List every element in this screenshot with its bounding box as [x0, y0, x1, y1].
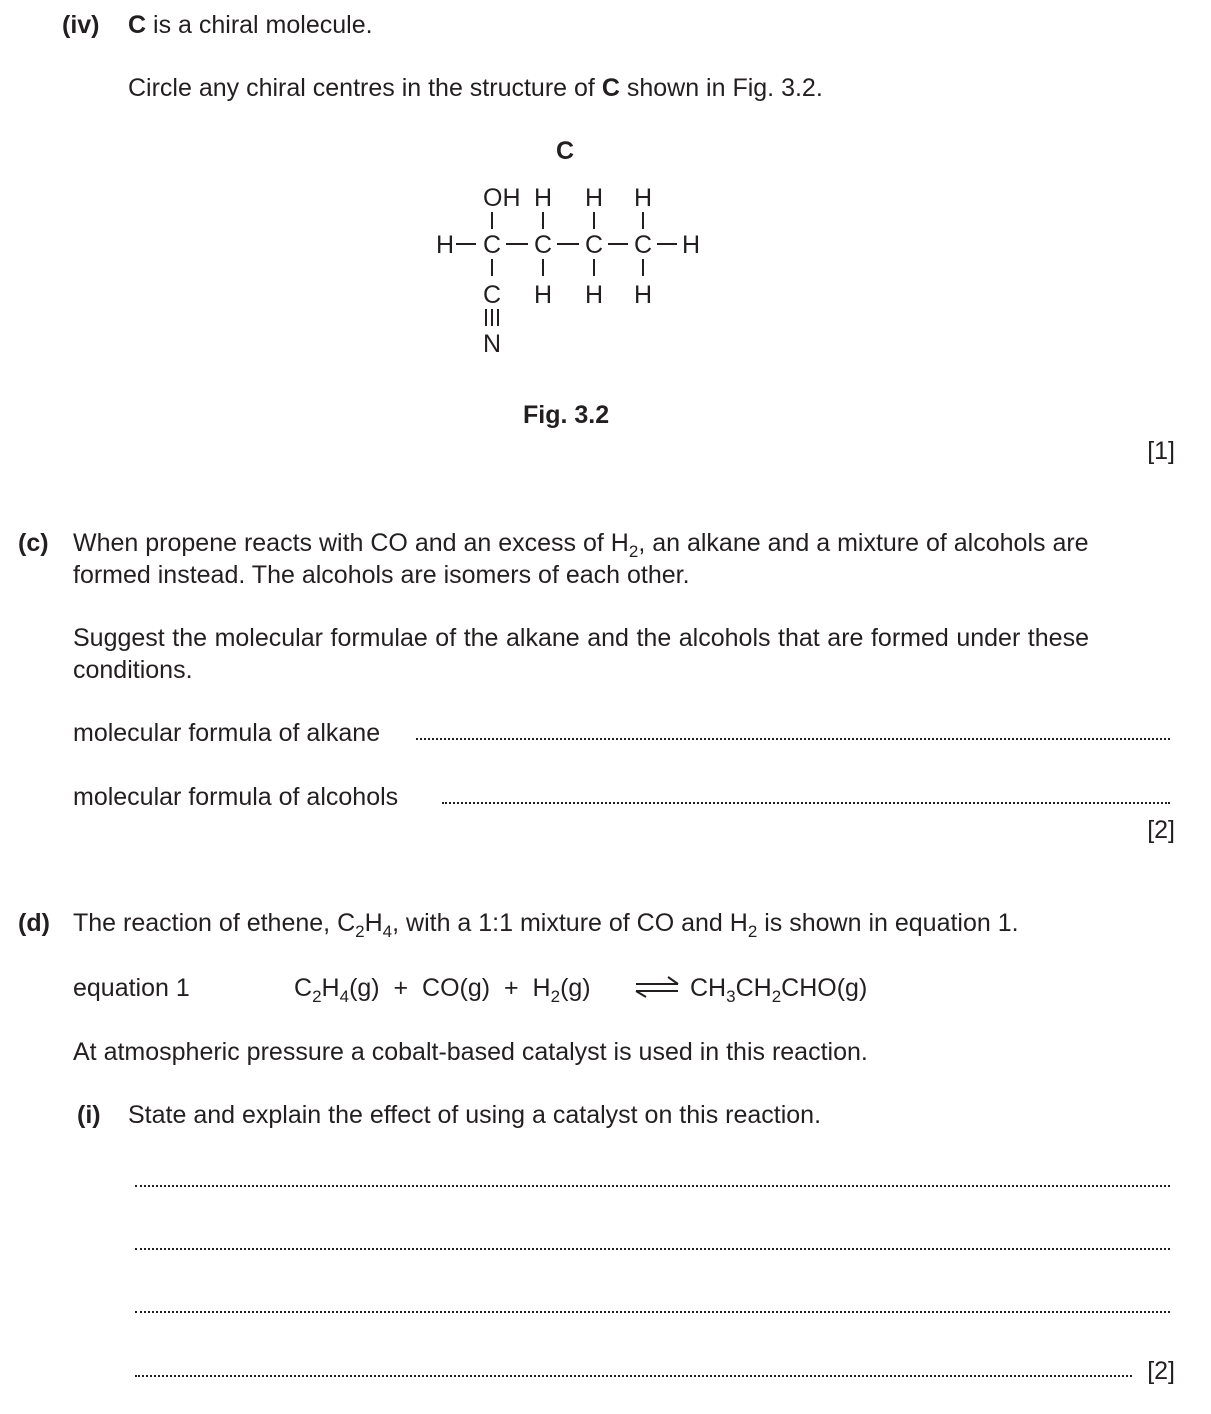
question-d-intro: The reaction of ethene, $C_2H_4$, with a 1:1 mixture of CO and $H_2$ is shown in equation 1.	[73, 909, 1019, 941]
atom-c[interactable]: C	[534, 231, 553, 259]
statement-iv	[128, 10, 373, 41]
instruction-post: shown in Fig. 3.2.	[626, 74, 823, 102]
atom-h: H	[634, 184, 653, 212]
atom-oh: OH	[483, 184, 521, 212]
answer-line-2[interactable]	[135, 1248, 1170, 1250]
atom-c[interactable]: C	[483, 231, 502, 259]
figure-caption: Fig. 3.2	[523, 401, 610, 429]
question-c-line2: formed instead. The alcohols are isomers of each other.	[73, 561, 690, 589]
atom-n: N	[483, 330, 502, 358]
question-c-line3: Suggest the molecular formulae of the alkane and the alcohols that are formed under these	[73, 624, 1089, 652]
answer-line-1[interactable]	[135, 1185, 1170, 1187]
atom-c[interactable]: C	[483, 281, 502, 309]
alcohols-answer-label: molecular formula of alcohols	[73, 783, 399, 811]
question-d-label: (d)	[18, 909, 50, 937]
instruction-bold: C	[601, 74, 620, 102]
atom-h: H	[682, 231, 701, 259]
atom-h: H	[436, 231, 455, 259]
marks-d-i: [2]	[1147, 1357, 1175, 1385]
question-label: (iv)	[62, 11, 100, 39]
equilibrium-arrow-icon	[634, 976, 680, 998]
equation-reactants: $C_2H_4(g) + CO(g) + H_2(g)$	[294, 974, 591, 1006]
question-c-line4: conditions.	[73, 656, 193, 684]
statement-text: is a chiral molecule.	[153, 11, 373, 39]
question-iv	[62, 10, 100, 41]
answer-line-4[interactable]	[135, 1375, 1132, 1377]
molecule-c-bold: C	[128, 11, 147, 39]
atom-h: H	[585, 281, 604, 309]
instruction-pre: Circle any chiral centres in the structure of	[128, 74, 595, 102]
catalyst-sentence: At atmospheric pressure a cobalt-based catalyst is used in this reaction.	[73, 1038, 868, 1066]
marks-iv: [1]	[1147, 437, 1175, 465]
marks-c: [2]	[1147, 816, 1175, 844]
question-c-label: (c)	[18, 529, 49, 557]
atom-c[interactable]: C	[585, 231, 604, 259]
equation-label: equation 1	[73, 974, 190, 1002]
atom-c[interactable]: C	[634, 231, 653, 259]
question-d-i-label: (i)	[77, 1101, 101, 1129]
atom-h: H	[534, 281, 553, 309]
alcohols-answer-line[interactable]	[442, 802, 1170, 804]
atom-h: H	[534, 184, 553, 212]
answer-line-3[interactable]	[135, 1311, 1170, 1313]
equation-product: $CH_3CH_2CHO(g)$	[690, 974, 868, 1006]
instruction-iv	[128, 73, 823, 104]
atom-h: H	[585, 184, 604, 212]
question-c-line1: When propene reacts with CO and an excess of $H_2$, an alkane and a mixture of alcohols are	[73, 529, 1089, 561]
structure-title: C	[556, 137, 575, 165]
question-d-i-text: State and explain the effect of using a catalyst on this reaction.	[128, 1101, 822, 1129]
alkane-answer-label: molecular formula of alkane	[73, 719, 381, 747]
atom-h: H	[634, 281, 653, 309]
alkane-answer-line[interactable]	[416, 738, 1170, 740]
structure-diagram[interactable]	[430, 182, 730, 362]
